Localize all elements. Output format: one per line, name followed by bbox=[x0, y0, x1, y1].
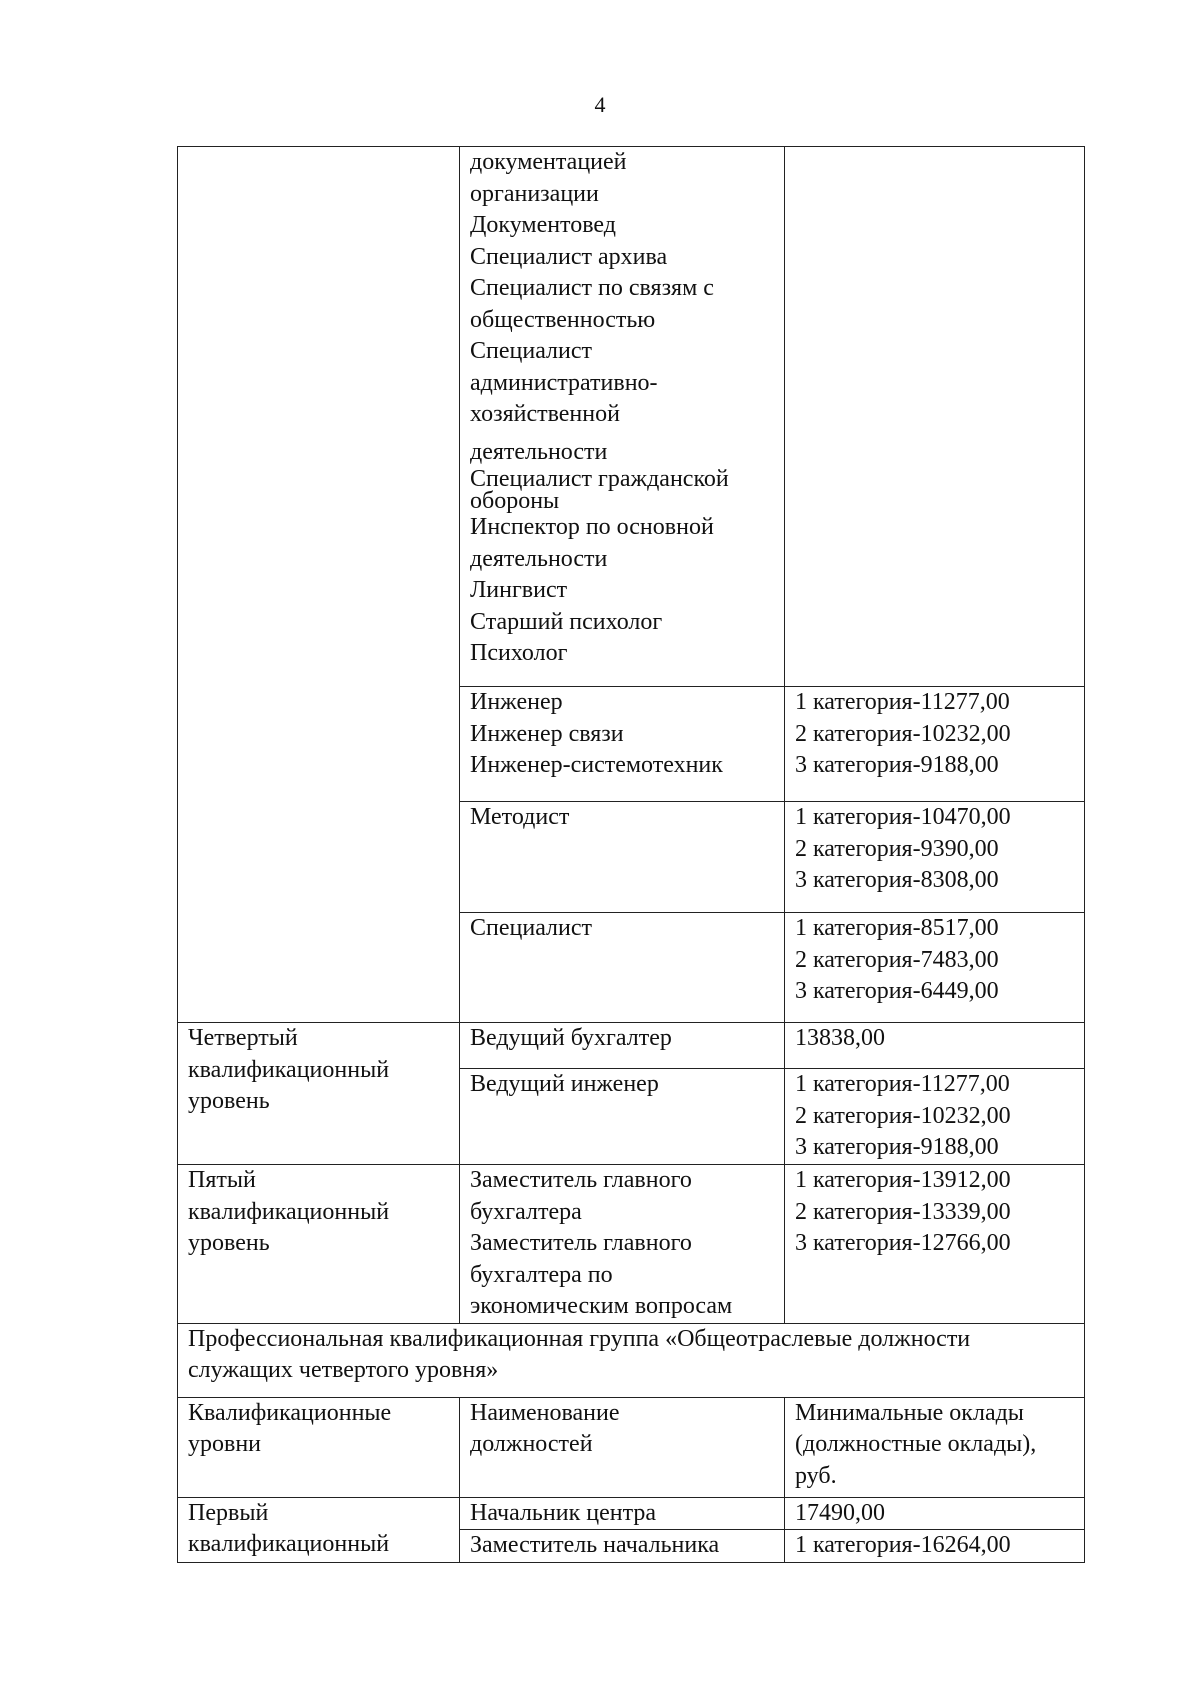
header-text: уровни bbox=[188, 1431, 262, 1457]
level-label: квалификационный bbox=[188, 1056, 390, 1083]
position-name: экономическим вопросам bbox=[470, 1293, 733, 1319]
salary-value: 2 категория-13339,00 bbox=[795, 1198, 1011, 1225]
positions-cell bbox=[460, 913, 785, 1023]
level-label: Пятый bbox=[188, 1167, 256, 1193]
salary-value: 17490,00 bbox=[795, 1499, 885, 1526]
level-label: квалификационный bbox=[188, 1198, 390, 1225]
positions-cell-continued bbox=[460, 147, 785, 687]
salary-value: 3 категория-8308,00 bbox=[795, 867, 999, 893]
header-text: Наименование bbox=[470, 1399, 620, 1426]
position-name: Специалист архива bbox=[470, 243, 668, 270]
positions-cell bbox=[460, 1165, 785, 1324]
position-name: Специалист bbox=[470, 338, 593, 364]
salary-value: 1 категория-16264,00 bbox=[795, 1532, 1011, 1558]
salary-cell bbox=[785, 1497, 1085, 1530]
header-text: руб. bbox=[795, 1462, 837, 1489]
table-row bbox=[178, 1023, 1085, 1069]
salary-table bbox=[177, 146, 1085, 1563]
position-name: Документовед bbox=[470, 212, 616, 238]
position-name: общественностью bbox=[470, 306, 656, 333]
salary-value: 13838,00 bbox=[795, 1025, 885, 1051]
salary-cell bbox=[785, 1069, 1085, 1165]
position-name: Заместитель главного bbox=[470, 1230, 692, 1256]
level-label: квалификационный bbox=[188, 1531, 390, 1557]
salary-cell bbox=[785, 913, 1085, 1023]
position-name: организации bbox=[470, 180, 599, 207]
header-cell-positions bbox=[460, 1397, 785, 1497]
salary-value: 2 категория-9390,00 bbox=[795, 835, 999, 862]
position-name: деятельности bbox=[470, 545, 608, 572]
salary-value: 1 категория-8517,00 bbox=[795, 915, 999, 941]
header-text: должностей bbox=[470, 1431, 593, 1457]
position-name: Ведущий инженер bbox=[470, 1071, 659, 1097]
position-name: деятельности bbox=[470, 438, 608, 465]
salary-cell bbox=[785, 1023, 1085, 1069]
salary-value: 2 категория-7483,00 bbox=[795, 946, 999, 973]
salary-value: 2 категория-10232,00 bbox=[795, 1102, 1011, 1129]
position-name: Заместитель главного bbox=[470, 1167, 692, 1193]
positions-cell bbox=[460, 1023, 785, 1069]
group-heading-line: Профессиональная квалификационная группа «Общеотраслевые должности bbox=[188, 1325, 971, 1352]
position-name: Специалист гражданской bbox=[470, 466, 729, 492]
position-name: бухгалтера bbox=[470, 1198, 582, 1225]
position-name: Инженер bbox=[470, 689, 563, 715]
table-row bbox=[178, 147, 1085, 687]
salary-cell bbox=[785, 1165, 1085, 1324]
positions-cell bbox=[460, 1069, 785, 1165]
position-name: Специалист по связям с bbox=[470, 275, 714, 301]
salary-value: 1 категория-11277,00 bbox=[795, 689, 1010, 715]
position-name: Специалист bbox=[470, 915, 593, 941]
salary-value: 1 категория-13912,00 bbox=[795, 1167, 1011, 1193]
position-name: Старший психолог bbox=[470, 608, 663, 635]
table-row bbox=[178, 1497, 1085, 1530]
position-name: Методист bbox=[470, 804, 570, 830]
header-text: Минимальные оклады bbox=[795, 1399, 1024, 1426]
position-name: документацией bbox=[470, 149, 627, 175]
salary-cell bbox=[785, 1530, 1085, 1563]
position-name: Инспектор по основной bbox=[470, 514, 714, 540]
table-row bbox=[178, 1323, 1085, 1397]
level-cell bbox=[178, 1497, 460, 1562]
header-cell-levels bbox=[178, 1397, 460, 1497]
position-name: административно- bbox=[470, 369, 658, 396]
salary-value: 3 категория-12766,00 bbox=[795, 1230, 1011, 1256]
salary-value: 1 категория-10470,00 bbox=[795, 804, 1011, 830]
salary-cell bbox=[785, 687, 1085, 802]
salary-value: 3 категория-9188,00 bbox=[795, 1134, 999, 1160]
page-number: 4 bbox=[594, 92, 606, 117]
position-name: Заместитель начальника bbox=[470, 1532, 720, 1558]
position-name: бухгалтера по bbox=[470, 1261, 613, 1288]
header-text: (должностные оклады), bbox=[795, 1431, 1037, 1457]
level-label: Четвертый bbox=[188, 1025, 298, 1051]
position-name: Ведущий бухгалтер bbox=[470, 1025, 672, 1051]
position-name: Психолог bbox=[470, 640, 568, 666]
positions-cell bbox=[460, 802, 785, 913]
level-cell bbox=[178, 1023, 460, 1165]
salary-value: 3 категория-9188,00 bbox=[795, 752, 999, 778]
salary-value: 1 категория-11277,00 bbox=[795, 1071, 1010, 1097]
position-name: Лингвист bbox=[470, 577, 568, 603]
header-cell-salaries bbox=[785, 1397, 1085, 1497]
table-header-row bbox=[178, 1397, 1085, 1497]
salary-value: 3 категория-6449,00 bbox=[795, 978, 999, 1004]
positions-cell bbox=[460, 1497, 785, 1530]
header-text: Квалификационные bbox=[188, 1399, 392, 1426]
salary-value: 2 категория-10232,00 bbox=[795, 720, 1011, 747]
level-cell-continued bbox=[178, 147, 460, 1023]
level-label: уровень bbox=[188, 1088, 270, 1114]
level-cell bbox=[178, 1165, 460, 1324]
position-name: Инженер-системотехник bbox=[470, 752, 723, 778]
group-heading bbox=[178, 1323, 1085, 1397]
level-label: Первый bbox=[188, 1499, 269, 1526]
positions-cell bbox=[460, 1530, 785, 1563]
salary-cell bbox=[785, 802, 1085, 913]
position-name: Инженер связи bbox=[470, 720, 624, 747]
positions-cell bbox=[460, 687, 785, 802]
level-label: уровень bbox=[188, 1230, 270, 1256]
group-heading-line: служащих четвертого уровня» bbox=[188, 1356, 499, 1383]
salary-cell-continued bbox=[785, 147, 1085, 687]
table-row bbox=[178, 1165, 1085, 1324]
position-name: Начальник центра bbox=[470, 1499, 656, 1526]
position-name: обороны bbox=[470, 488, 560, 514]
position-name: хозяйственной bbox=[470, 401, 620, 427]
